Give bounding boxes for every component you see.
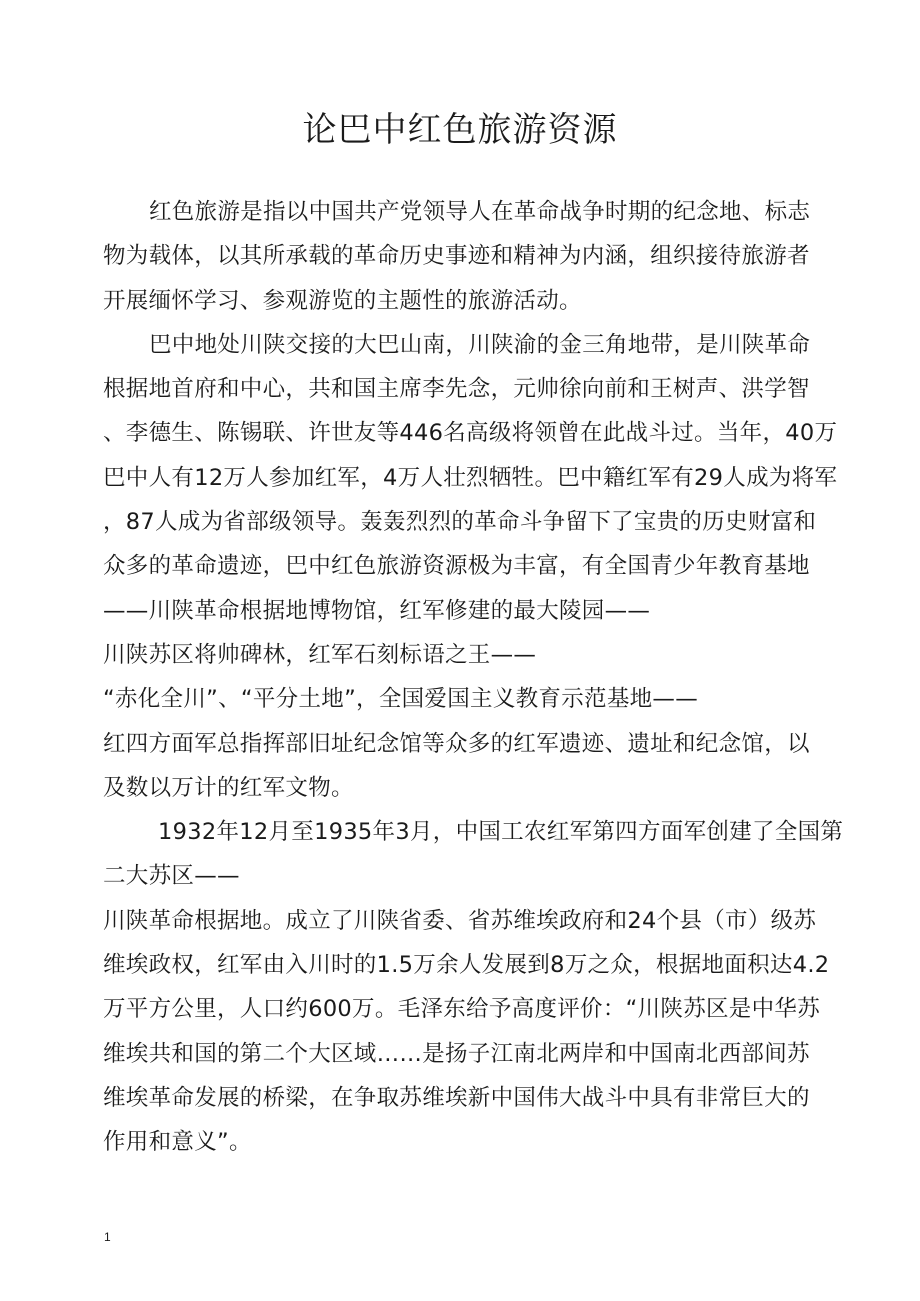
document-body [103,190,844,1165]
text-line: 众多的革命遗迹，巴中红色旅游资源极为丰富，有全国青少年教育基地 [103,553,810,580]
text-line: 及数以万计的红军文物。 [103,774,354,801]
text-line: 红四方面军总指挥部旧址纪念馆等众多的红军遗迹、遗址和纪念馆，以 [103,730,810,757]
text-line: 巴中人有12万人参加红军，4万人壮烈牺牲。巴中籍红军有29人成为将军 [103,464,838,491]
text-line: 作用和意义”。 [103,1129,252,1156]
page-number: 1 [104,1230,111,1244]
text-line: ，87人成为省部级领导。轰轰烈烈的革命斗争留下了宝贵的历史财富和 [103,509,817,536]
text-line: 根据地首府和中心，共和国主席李先念，元帅徐向前和王树声、洪学智 [103,376,810,403]
paragraph-soviet-history [103,810,844,1164]
text-line: “赤化全川”、“平分土地”，全国爱国主义教育示范基地—— [103,686,699,713]
document-title: 论巴中红色旅游资源 [302,110,618,150]
paragraph-definition [103,190,823,323]
text-line: 川陕革命根据地。成立了川陕省委、省苏维埃政府和24个县（市）级苏 [103,907,817,934]
text-line: 开展缅怀学习、参观游览的主题性的旅游活动。 [103,287,582,314]
text-line: 维埃革命发展的桥梁，在争取苏维埃新中国伟大战斗中具有非常巨大的 [103,1084,810,1111]
text-line: 红色旅游是指以中国共产党领导人在革命战争时期的纪念地、标志 [149,199,811,225]
text-line: 维埃共和国的第二个大区域……是扬子江南北两岸和中国南北西部间苏 [103,1040,810,1067]
text-line: 二大苏区—— [103,863,240,890]
paragraph-bazhong-overview [103,323,838,810]
text-line: 维埃政权，红军由入川时的1.5万余人发展到8万之众，根据地面积达4.2 [103,952,830,979]
text-line: 、李德生、陈锡联、许世友等446名高级将领曾在此战斗过。当年，40万 [103,420,838,447]
text-line: ——川陕革命根据地博物馆，红军修建的最大陵园—— [103,597,651,624]
text-line: 物为载体，以其所承载的革命历史事迹和精神为内涵，组织接待旅游者 [103,243,810,270]
text-line: 1932年12月至1935年3月，中国工农红军第四方面军创建了全国第 [158,819,844,846]
text-line: 万平方公里，人口约600万。毛泽东给予高度评价：“川陕苏区是中华苏 [103,996,821,1023]
text-line: 川陕苏区将帅碑林，红军石刻标语之王—— [103,641,537,668]
text-line: 巴中地处川陕交接的大巴山南，川陕渝的金三角地带，是川陕革命 [149,331,811,358]
